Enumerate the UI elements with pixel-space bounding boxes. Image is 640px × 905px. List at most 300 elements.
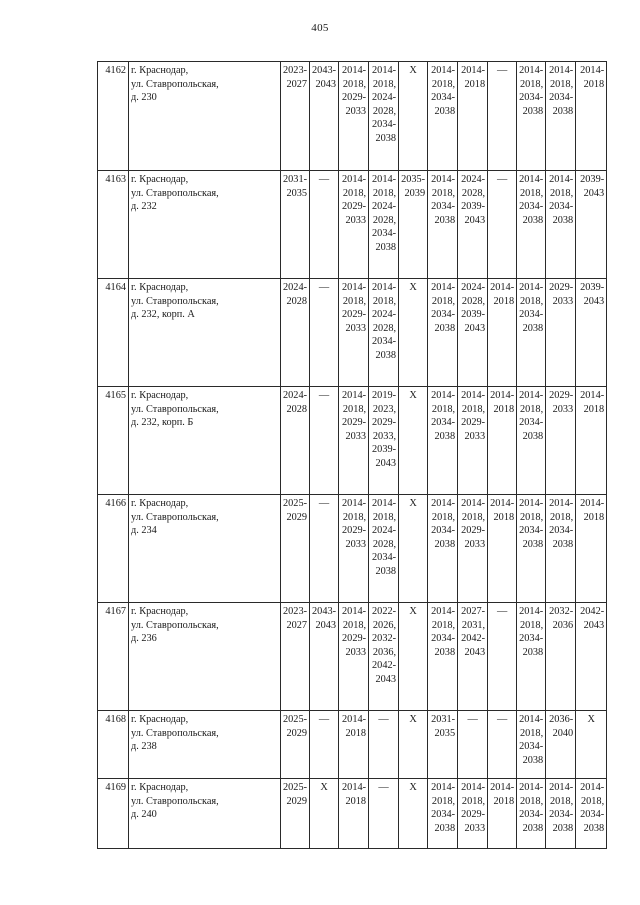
period-cell xyxy=(310,279,339,387)
period-line: 2038 xyxy=(522,754,544,766)
period-line: 2018 xyxy=(493,295,515,307)
period-line: — xyxy=(318,174,330,185)
period-line: 2038 xyxy=(522,822,544,834)
period-line: 2014- xyxy=(519,282,544,293)
period-line: 2018, xyxy=(372,295,397,307)
address-cell xyxy=(129,62,281,171)
period-line: 2018, xyxy=(342,78,367,90)
period-cell xyxy=(546,495,576,603)
period-line: 2018, xyxy=(372,78,397,90)
period-line: 2018, xyxy=(519,295,544,307)
period-line: 2024- xyxy=(461,282,486,293)
period-line: 2024- xyxy=(283,390,308,401)
address-line: ул. Ставропольская, xyxy=(131,727,219,739)
period-cell xyxy=(458,387,488,495)
period-line: 2034- xyxy=(519,92,544,103)
period-line: — xyxy=(318,498,330,509)
period-cell xyxy=(428,171,458,279)
period-cell xyxy=(428,62,458,171)
period-line: 2033 xyxy=(552,403,574,415)
period-line: 2018 xyxy=(583,78,605,90)
period-line: 2029- xyxy=(461,809,486,820)
period-line: 2018, xyxy=(431,187,456,199)
period-line: 2019- xyxy=(372,390,397,401)
period-line: 2018, xyxy=(519,795,544,807)
period-line: 2022- xyxy=(372,606,397,617)
period-line: 2018, xyxy=(519,511,544,523)
period-line: 2018 xyxy=(493,795,515,807)
period-line: — xyxy=(318,390,330,401)
period-line: 2028, xyxy=(372,538,397,550)
period-cell xyxy=(310,603,339,711)
period-line: 2014- xyxy=(431,390,456,401)
period-line: 2014- xyxy=(519,174,544,185)
period-line: Х xyxy=(409,606,417,617)
period-cell xyxy=(517,279,546,387)
period-line: 2031- xyxy=(283,174,308,185)
period-cell xyxy=(428,495,458,603)
period-cell xyxy=(339,279,369,387)
period-cell xyxy=(428,387,458,495)
period-line: 2014- xyxy=(372,174,397,185)
period-line: 2018, xyxy=(461,403,486,415)
address-line: г. Краснодар, xyxy=(131,606,189,617)
period-cell xyxy=(369,603,399,711)
period-cell xyxy=(399,495,428,603)
period-line: 2034- xyxy=(431,417,456,428)
period-line: 2026, xyxy=(372,619,397,631)
period-line: 2028, xyxy=(372,322,397,334)
period-line: 2018, xyxy=(431,295,456,307)
period-line: 2028 xyxy=(286,403,308,415)
period-line: 2024- xyxy=(372,525,397,536)
period-line: 2033 xyxy=(345,105,367,117)
period-line: 2018, xyxy=(549,187,574,199)
address-cell xyxy=(129,171,281,279)
address-line: д. 240 xyxy=(131,809,157,820)
period-cell xyxy=(576,171,607,279)
period-line: 2043 xyxy=(464,214,486,226)
period-cell xyxy=(546,279,576,387)
period-cell xyxy=(458,279,488,387)
period-line: 2014- xyxy=(549,782,574,793)
address-line: д. 232, корп. А xyxy=(131,309,195,320)
table-row xyxy=(98,711,607,779)
period-line: 2043 xyxy=(583,187,605,199)
period-line: 2043- xyxy=(312,606,337,617)
period-cell xyxy=(369,495,399,603)
period-cell xyxy=(399,779,428,849)
period-line: 2025- xyxy=(283,782,308,793)
period-line: 2038 xyxy=(434,646,456,658)
period-line: Х xyxy=(409,498,417,509)
period-cell xyxy=(310,779,339,849)
address-line: г. Краснодар, xyxy=(131,65,189,76)
period-line: 2014- xyxy=(490,390,515,401)
period-cell xyxy=(399,171,428,279)
period-line: 2018, xyxy=(519,727,544,739)
period-line: 2014- xyxy=(519,65,544,76)
period-line: — xyxy=(318,714,330,725)
address-line: д. 234 xyxy=(131,525,157,536)
period-line: 2038 xyxy=(522,214,544,226)
period-cell xyxy=(369,387,399,495)
period-line: 2014- xyxy=(342,390,367,401)
period-line: — xyxy=(496,714,508,725)
period-line: 2034- xyxy=(431,201,456,212)
period-line: — xyxy=(378,782,389,793)
period-cell xyxy=(281,603,310,711)
period-line: 2014- xyxy=(519,498,544,509)
period-line: 2034- xyxy=(372,119,397,130)
address-line: д. 238 xyxy=(131,741,157,752)
period-cell xyxy=(517,387,546,495)
period-line: 2043- xyxy=(312,65,337,76)
table-row xyxy=(98,171,607,279)
period-cell xyxy=(281,171,310,279)
period-line: 2028, xyxy=(372,105,397,117)
period-line: 2014- xyxy=(342,498,367,509)
period-line: 2018 xyxy=(464,78,486,90)
period-line: 2014- xyxy=(342,782,367,793)
period-line: 2027 xyxy=(286,78,308,90)
period-line: 2024- xyxy=(461,174,486,185)
period-line: 2042- xyxy=(372,660,397,671)
period-cell xyxy=(517,62,546,171)
address-line: д. 232 xyxy=(131,201,157,212)
period-line: 2034- xyxy=(519,525,544,536)
period-cell xyxy=(428,279,458,387)
period-line: 2038 xyxy=(552,822,574,834)
period-cell xyxy=(281,711,310,779)
period-line: 2043 xyxy=(375,673,397,685)
period-line: 2023, xyxy=(372,403,397,415)
period-line: 2034- xyxy=(372,228,397,239)
period-cell xyxy=(546,387,576,495)
address-cell xyxy=(129,279,281,387)
period-line: 2029- xyxy=(461,525,486,536)
address-line: г. Краснодар, xyxy=(131,390,189,401)
period-line: 2033 xyxy=(345,646,367,658)
period-line: 2018, xyxy=(372,511,397,523)
period-line: 2034- xyxy=(519,417,544,428)
period-cell xyxy=(576,603,607,711)
period-line: 2034- xyxy=(431,525,456,536)
period-line: 2029- xyxy=(461,417,486,428)
address-line: ул. Ставропольская, xyxy=(131,78,219,90)
period-line: 2014- xyxy=(431,282,456,293)
period-line: 2034- xyxy=(549,525,574,536)
period-line: 2018, xyxy=(461,511,486,523)
period-line: 2029- xyxy=(342,92,367,103)
period-line: 2038 xyxy=(522,646,544,658)
address-line: г. Краснодар, xyxy=(131,282,189,293)
period-cell xyxy=(310,387,339,495)
period-cell xyxy=(488,62,517,171)
address-line: д. 236 xyxy=(131,633,157,644)
period-line: 2018, xyxy=(519,619,544,631)
period-line: 2023- xyxy=(283,65,308,76)
period-line: 2014- xyxy=(431,606,456,617)
period-line: 2024- xyxy=(283,282,308,293)
period-line: 2018, xyxy=(342,619,367,631)
period-line: 2042- xyxy=(580,606,605,617)
period-cell xyxy=(399,603,428,711)
period-line: 2024- xyxy=(372,201,397,212)
period-line: 2014- xyxy=(519,606,544,617)
period-line: 2038 xyxy=(434,214,456,226)
period-line: 2033 xyxy=(345,430,367,442)
address-line: г. Краснодар, xyxy=(131,498,189,509)
row-number: 4169 xyxy=(98,779,129,849)
period-line: 2014- xyxy=(461,65,486,76)
period-cell xyxy=(310,171,339,279)
period-cell xyxy=(576,279,607,387)
period-line: 2034- xyxy=(519,201,544,212)
address-line: ул. Ставропольская, xyxy=(131,619,219,631)
period-line: 2033, xyxy=(372,430,397,442)
row-number: 4163 xyxy=(98,171,129,279)
period-line: 2014- xyxy=(372,498,397,509)
period-cell xyxy=(339,387,369,495)
period-line: 2014- xyxy=(580,65,605,76)
period-line: 2033 xyxy=(464,430,486,442)
period-line: Х xyxy=(320,782,328,793)
address-line: д. 230 xyxy=(131,92,157,103)
address-line: г. Краснодар, xyxy=(131,174,189,185)
period-cell xyxy=(546,779,576,849)
period-line: 2014- xyxy=(490,282,515,293)
period-cell xyxy=(488,279,517,387)
period-line: 2038 xyxy=(522,430,544,442)
period-line: 2014- xyxy=(372,282,397,293)
period-line: 2033 xyxy=(464,538,486,550)
period-line: 2033 xyxy=(345,538,367,550)
period-line: 2038 xyxy=(375,565,397,577)
period-line: 2014- xyxy=(461,498,486,509)
period-line: 2029- xyxy=(372,417,397,428)
period-cell xyxy=(517,711,546,779)
period-line: 2027- xyxy=(461,606,486,617)
period-cell xyxy=(458,603,488,711)
period-line: 2014- xyxy=(580,498,605,509)
period-line: 2034- xyxy=(519,309,544,320)
period-cell xyxy=(369,62,399,171)
period-cell xyxy=(399,711,428,779)
period-line: 2018, xyxy=(431,511,456,523)
period-line: 2018, xyxy=(549,78,574,90)
period-line: 2043 xyxy=(315,78,337,90)
period-line: 2039- xyxy=(580,174,605,185)
address-cell xyxy=(129,603,281,711)
period-cell xyxy=(339,711,369,779)
period-line: 2018 xyxy=(583,403,605,415)
period-cell xyxy=(339,495,369,603)
period-line: Х xyxy=(409,714,417,725)
period-cell xyxy=(576,711,607,779)
period-line: 2018 xyxy=(493,511,515,523)
period-line: 2032- xyxy=(372,633,397,644)
period-cell xyxy=(488,779,517,849)
period-cell xyxy=(369,779,399,849)
period-line: 2043 xyxy=(464,646,486,658)
period-line: 2035 xyxy=(434,727,456,739)
period-line: 2018 xyxy=(493,403,515,415)
period-cell xyxy=(458,171,488,279)
period-line: 2038 xyxy=(434,322,456,334)
period-line: 2018 xyxy=(345,727,367,739)
row-number: 4166 xyxy=(98,495,129,603)
period-line: 2035- xyxy=(401,174,426,185)
period-line: 2034- xyxy=(519,633,544,644)
period-cell xyxy=(281,779,310,849)
period-line: 2024- xyxy=(372,309,397,320)
period-cell xyxy=(399,279,428,387)
period-line: 2014- xyxy=(549,65,574,76)
period-line: 2034- xyxy=(431,809,456,820)
period-line: Х xyxy=(409,390,417,401)
period-line: — xyxy=(318,282,330,293)
period-cell xyxy=(517,779,546,849)
period-line: 2014- xyxy=(342,174,367,185)
period-cell xyxy=(339,171,369,279)
period-cell xyxy=(488,171,517,279)
period-line: 2029- xyxy=(342,201,367,212)
period-cell xyxy=(546,603,576,711)
period-cell xyxy=(428,779,458,849)
period-line: 2043 xyxy=(375,457,397,469)
period-line: — xyxy=(496,65,508,76)
period-cell xyxy=(281,62,310,171)
period-line: 2035 xyxy=(286,187,308,199)
period-line: 2038 xyxy=(552,105,574,117)
period-cell xyxy=(517,171,546,279)
period-line: 2018, xyxy=(519,187,544,199)
period-line: 2033 xyxy=(464,822,486,834)
period-line: 2018, xyxy=(519,403,544,415)
period-line: 2028, xyxy=(372,214,397,226)
period-line: 2039- xyxy=(372,444,397,455)
table-row xyxy=(98,779,607,849)
period-line: 2014- xyxy=(431,65,456,76)
period-line: Х xyxy=(409,782,417,793)
period-cell xyxy=(310,711,339,779)
period-line: 2028, xyxy=(461,295,486,307)
period-cell xyxy=(488,387,517,495)
period-cell xyxy=(281,279,310,387)
period-cell xyxy=(281,495,310,603)
address-line: ул. Ставропольская, xyxy=(131,403,219,415)
housing-repair-schedule-table xyxy=(97,61,607,849)
period-line: 2034- xyxy=(372,336,397,347)
period-line: 2014- xyxy=(461,782,486,793)
period-line: 2014- xyxy=(461,390,486,401)
period-cell xyxy=(576,62,607,171)
period-line: 2018, xyxy=(461,795,486,807)
period-line: 2029- xyxy=(342,417,367,428)
period-cell xyxy=(310,62,339,171)
period-line: 2031, xyxy=(461,619,486,631)
period-line: 2038 xyxy=(375,132,397,144)
period-line: 2038 xyxy=(434,822,456,834)
period-line: 2039- xyxy=(461,309,486,320)
period-line: 2033 xyxy=(552,295,574,307)
period-line: 2014- xyxy=(549,498,574,509)
row-number: 4167 xyxy=(98,603,129,711)
period-line: 2018, xyxy=(342,187,367,199)
address-line: ул. Ставропольская, xyxy=(131,187,219,199)
period-line: 2018, xyxy=(431,403,456,415)
period-line: 2036- xyxy=(549,714,574,725)
page-number: 405 xyxy=(311,22,329,34)
period-line: 2025- xyxy=(283,498,308,509)
period-line: 2014- xyxy=(519,714,544,725)
period-line: 2039- xyxy=(580,282,605,293)
period-line: 2029- xyxy=(342,525,367,536)
period-line: 2029- xyxy=(342,309,367,320)
period-cell xyxy=(399,387,428,495)
period-line: 2029- xyxy=(549,390,574,401)
period-line: 2023- xyxy=(283,606,308,617)
period-line: 2038 xyxy=(522,538,544,550)
period-line: 2029 xyxy=(286,511,308,523)
period-line: 2038 xyxy=(552,538,574,550)
period-line: 2014- xyxy=(519,390,544,401)
period-line: 2039- xyxy=(461,201,486,212)
period-line: 2027 xyxy=(286,619,308,631)
address-cell xyxy=(129,495,281,603)
address-cell xyxy=(129,387,281,495)
table-row xyxy=(98,279,607,387)
period-line: 2038 xyxy=(522,322,544,334)
period-line: 2033 xyxy=(345,322,367,334)
period-line: 2014- xyxy=(490,782,515,793)
period-line: 2034- xyxy=(519,809,544,820)
period-cell xyxy=(458,711,488,779)
period-line: 2018, xyxy=(431,619,456,631)
period-line: 2038 xyxy=(375,349,397,361)
period-cell xyxy=(369,171,399,279)
period-cell xyxy=(546,711,576,779)
table-row xyxy=(98,603,607,711)
table-row xyxy=(98,62,607,171)
period-line: 2029 xyxy=(286,795,308,807)
period-line: 2014- xyxy=(490,498,515,509)
table-row xyxy=(98,495,607,603)
period-line: 2038 xyxy=(583,822,605,834)
address-line: ул. Ставропольская, xyxy=(131,795,219,807)
period-line: 2034- xyxy=(549,809,574,820)
period-line: 2038 xyxy=(375,241,397,253)
address-line: ул. Ставропольская, xyxy=(131,511,219,523)
period-line: — xyxy=(496,174,508,185)
period-line: 2043 xyxy=(583,619,605,631)
period-line: 2032- xyxy=(549,606,574,617)
period-line: 2040 xyxy=(552,727,574,739)
period-line: 2034- xyxy=(549,201,574,212)
period-cell xyxy=(458,62,488,171)
period-line: 2018, xyxy=(431,78,456,90)
period-line: 2036 xyxy=(552,619,574,631)
period-line: 2034- xyxy=(431,633,456,644)
period-line: 2018, xyxy=(342,403,367,415)
period-cell xyxy=(576,387,607,495)
period-line: 2038 xyxy=(434,430,456,442)
period-line: 2014- xyxy=(342,65,367,76)
period-line: 2018, xyxy=(549,511,574,523)
period-line: 2043 xyxy=(315,619,337,631)
period-line: 2034- xyxy=(431,92,456,103)
